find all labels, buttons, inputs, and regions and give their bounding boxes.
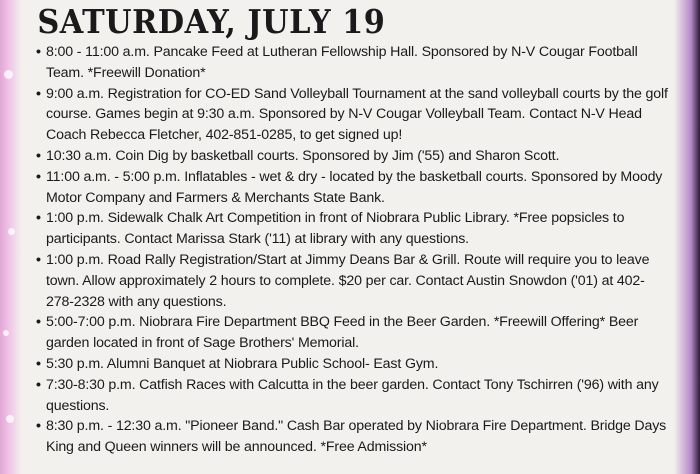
event-item bbox=[36, 250, 670, 312]
event-text: 10:30 a.m. Coin Dig by basketball courts. Sponsored by Jim ('55) and Sharon Scott. bbox=[46, 147, 560, 164]
right-border-decoration bbox=[674, 0, 700, 474]
flyer-page bbox=[30, 0, 670, 474]
bullet-icon: • bbox=[36, 85, 41, 102]
confetti-dot bbox=[3, 330, 9, 336]
event-item bbox=[36, 416, 670, 458]
event-item bbox=[36, 208, 670, 250]
event-text: 1:00 p.m. Road Rally Registration/Start at Jimmy Deans Bar & Grill. Route will require you to leave town. Allow approximately 2 hours to complete. $20 per car. Contact Austin Snowdon ('01) at 402-278-2328 with any questions. bbox=[46, 251, 650, 310]
event-item bbox=[36, 354, 670, 375]
event-list bbox=[30, 42, 670, 458]
confetti-dot bbox=[4, 70, 13, 79]
day-heading: SATURDAY, JULY 19 bbox=[37, 2, 386, 41]
event-item bbox=[36, 375, 670, 417]
event-text: 8:30 p.m. - 12:30 a.m. "Pioneer Band." Cash Bar operated by Niobrara Fire Department. Bridge Days King and Queen winners will be announced. *Free Admission* bbox=[46, 418, 667, 456]
bullet-icon: • bbox=[36, 147, 41, 164]
bullet-icon: • bbox=[36, 355, 41, 372]
bullet-icon: • bbox=[36, 418, 41, 435]
event-item bbox=[36, 84, 670, 146]
bullet-icon: • bbox=[36, 251, 41, 268]
event-text: 1:00 p.m. Sidewalk Chalk Art Competition in front of Niobrara Public Library. *Free popsicles to participants. Contact Marissa Stark ('11) at library with any questions. bbox=[46, 210, 625, 248]
event-item bbox=[36, 167, 670, 209]
event-item bbox=[36, 42, 670, 84]
bullet-icon: • bbox=[36, 314, 41, 331]
event-item bbox=[36, 312, 670, 354]
bullet-icon: • bbox=[36, 376, 41, 393]
confetti-dot bbox=[8, 228, 15, 235]
event-item bbox=[36, 146, 670, 167]
event-text: 7:30-8:30 p.m. Catfish Races with Calcutta in the beer garden. Contact Tony Tschirren ('96) with any questions. bbox=[46, 376, 659, 414]
confetti-dot bbox=[6, 415, 14, 423]
event-text: 5:30 p.m. Alumni Banquet at Niobrara Public School- East Gym. bbox=[46, 355, 439, 372]
event-text: 5:00-7:00 p.m. Niobrara Fire Department BBQ Feed in the Beer Garden. *Freewill Offering* Beer garden located in front of Sage Brothers' Memorial. bbox=[46, 314, 639, 352]
bullet-icon: • bbox=[36, 210, 41, 227]
event-text: 11:00 a.m. - 5:00 p.m. Inflatables - wet & dry - located by the basketball courts. Sponsored by Moody Motor Company and Farmers & Merchants State Bank. bbox=[46, 168, 663, 206]
bullet-icon: • bbox=[36, 44, 41, 60]
bullet-icon: • bbox=[36, 168, 41, 185]
event-text: 8:00 - 11:00 a.m. Pancake Feed at Lutheran Fellowship Hall. Sponsored by N-V Cougar Football Team. *Freewill Donation* bbox=[46, 44, 638, 81]
event-text: 9:00 a.m. Registration for CO-ED Sand Volleyball Tournament at the sand volleyball courts by the golf course. Games begin at 9:30 a.m. Sponsored by N-V Cougar Volleyball Team. Contact N-V Head Coach Rebecca Fletcher, 402-851-0285, to get signed up! bbox=[46, 85, 668, 144]
